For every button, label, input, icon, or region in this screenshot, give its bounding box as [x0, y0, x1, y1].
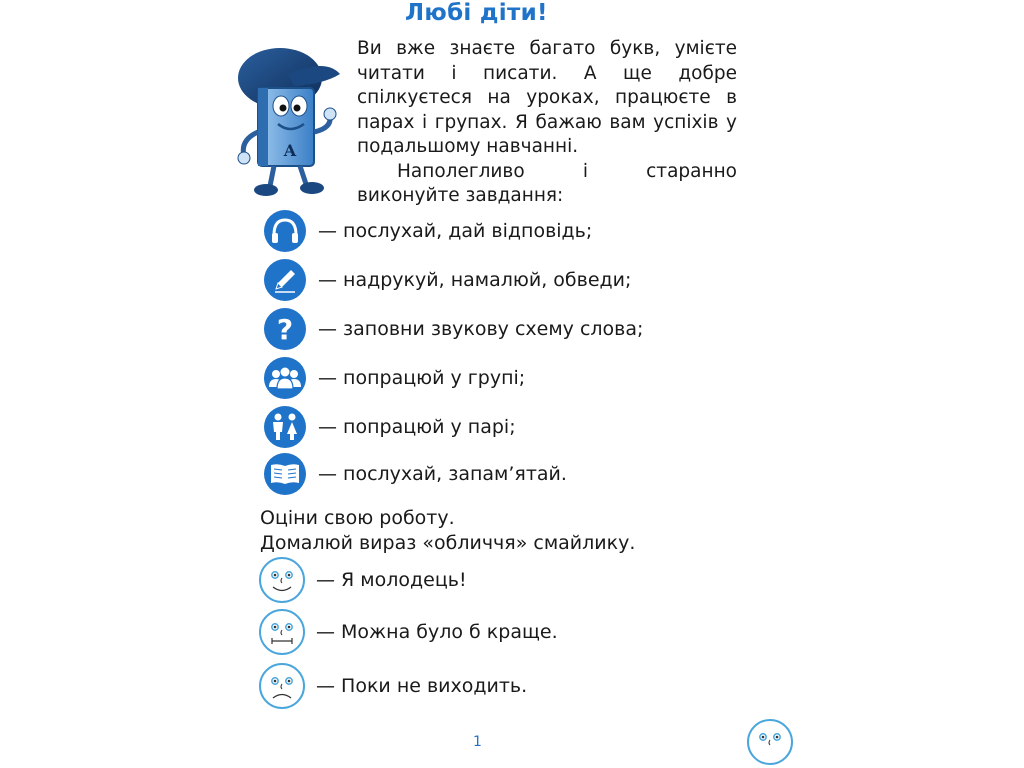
- intro-paragraph-2: Наполегливо і старанно виконуйте завдання:: [357, 160, 737, 206]
- legend-item: [264, 453, 567, 495]
- smiley-sad-icon: [258, 662, 306, 710]
- rating-line-2: Домалюй вираз «обличчя» смайлику.: [260, 532, 636, 554]
- rating-text: — Я молодець!: [316, 569, 467, 591]
- rating-instructions: [260, 506, 635, 556]
- legend-text: — попрацюй у групі;: [318, 367, 526, 389]
- legend-text: — заповни звукову схему слова;: [318, 318, 644, 340]
- headphones-icon: [264, 210, 306, 252]
- smiley-neutral-icon: [258, 608, 306, 656]
- intro-text: [357, 37, 737, 209]
- intro-paragraph-1: Ви вже знаєте багато букв, умієте читати і писати. А ще добре спілкуєтеся на уроках, працюєте в парах і групах. Я бажаю вам успіхів у подальшому навчанні.: [357, 38, 737, 157]
- pair-icon: [264, 406, 306, 448]
- rating-text: — Можна було б краще.: [316, 621, 558, 643]
- group-icon: [264, 357, 306, 399]
- rating-text: — Поки не виходить.: [316, 675, 528, 697]
- svg-text:?: ?: [276, 313, 294, 346]
- rating-line-1: Оціни свою роботу.: [260, 507, 455, 529]
- legend-item: [264, 357, 525, 399]
- book-mascot-icon: [228, 44, 346, 200]
- legend-text: — послухай, дай відповідь;: [318, 220, 593, 242]
- legend-text: — послухай, запам’ятай.: [318, 463, 567, 485]
- legend-item: [264, 308, 643, 350]
- legend-text: — попрацюй у парі;: [318, 416, 516, 438]
- rating-item: [258, 608, 558, 656]
- rating-item: [258, 556, 467, 604]
- question-icon: [264, 308, 306, 350]
- book-icon: [264, 453, 306, 495]
- rating-item: [258, 662, 527, 710]
- smiley-happy-icon: [258, 556, 306, 604]
- legend-item: [264, 210, 592, 252]
- pencil-icon: [264, 259, 306, 301]
- legend-item: [264, 406, 516, 448]
- svg-text:A: A: [283, 141, 297, 160]
- page-number: 1: [473, 734, 482, 750]
- page-title: Любі діти!: [405, 0, 548, 26]
- corner-smiley-icon: [746, 718, 794, 766]
- legend-item: [264, 259, 631, 301]
- legend-text: — надрукуй, намалюй, обведи;: [318, 269, 632, 291]
